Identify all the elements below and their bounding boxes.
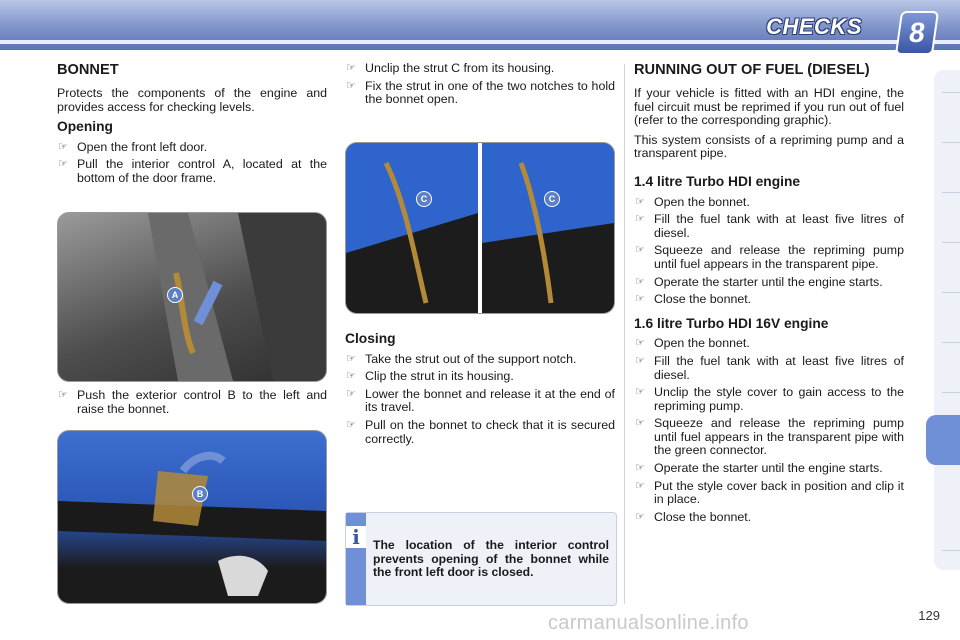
hand-pointer-icon: ☞ [635, 293, 645, 306]
hdi-16-steps [634, 337, 904, 524]
hand-pointer-icon: ☞ [635, 354, 645, 367]
subsection-title: 1.4 litre Turbo HDI engine [634, 173, 801, 189]
hand-pointer-icon: ☞ [635, 275, 645, 288]
label-a: A [167, 287, 183, 303]
intro-paragraph: This system consists of a repriming pump and a transparent pipe. [634, 132, 904, 161]
tab-divider [942, 292, 960, 293]
step-text: Fix the strut in one of the two notches to hold the bonnet open. [365, 78, 615, 107]
subsection-title: 1.6 litre Turbo HDI 16V engine [634, 315, 829, 331]
chapter-number-badge: 8 [895, 11, 939, 55]
step-text: Unclip the strut C from its housing. [365, 61, 555, 75]
step-text: Clip the strut in its housing. [365, 369, 514, 384]
list-item [345, 62, 615, 76]
intro-paragraph: If your vehicle is fitted with an HDI engine, the fuel circuit must be reprimed if you run out of fuel (refer to the corresponding graphic). [634, 86, 904, 128]
hand-pointer-icon: ☞ [635, 386, 645, 399]
watermark: carmanualsonline.info [548, 612, 749, 634]
hand-pointer-icon: ☞ [346, 352, 356, 365]
bonnet-grille-illustration [58, 431, 326, 603]
hand-pointer-icon: ☞ [346, 79, 356, 92]
step-text: Fill the fuel tank with at least five litres of diesel. [654, 212, 904, 240]
step-text: Operate the starter until the engine starts. [654, 274, 883, 289]
list-item [345, 370, 615, 384]
hand-pointer-icon: ☞ [635, 195, 645, 208]
hand-pointer-icon: ☞ [635, 213, 645, 226]
list-item [345, 388, 615, 415]
hand-pointer-icon: ☞ [635, 417, 645, 430]
hand-pointer-icon: ☞ [635, 510, 645, 523]
fuel-column [634, 62, 904, 528]
step-text: Unclip the style cover to gain access to the repriming pump. [654, 385, 904, 413]
closing-section [345, 332, 615, 450]
header-divider [0, 40, 960, 44]
step-text: Put the style cover back in position and clip it in place. [654, 478, 904, 507]
step-text: Operate the starter until the engine starts. [654, 461, 883, 476]
strut-column [345, 62, 615, 111]
list-item [634, 511, 904, 525]
list-item [634, 417, 904, 458]
section-title: BONNET [57, 62, 119, 78]
step-text: Pull on the bonnet to check that it is secured correctly. [365, 417, 615, 446]
list-item [57, 158, 327, 185]
tab-divider [942, 342, 960, 343]
chapter-side-tabs [934, 70, 960, 570]
subsection-title: Closing [345, 331, 396, 346]
intro-paragraph: Protects the components of the engine and provides access for checking levels. [57, 86, 327, 114]
step-text: Squeeze and release the repriming pump until fuel appears in the transparent pipe with the green connector. [654, 416, 904, 458]
label-b: B [192, 486, 208, 502]
info-icon: i [346, 526, 366, 548]
bonnet-column [57, 62, 327, 190]
hdi-14-steps [634, 196, 904, 307]
step-text: Push the exterior control B to the left and raise the bonnet. [77, 388, 327, 416]
step-text: Squeeze and release the repriming pump until fuel appears in the transparent pipe. [654, 243, 904, 271]
list-item [57, 141, 327, 155]
step-text: Pull the interior control A, located at the bottom of the door frame. [77, 157, 327, 185]
list-item [634, 337, 904, 351]
hand-pointer-icon: ☞ [346, 418, 356, 431]
hand-pointer-icon: ☞ [635, 337, 645, 350]
list-item [634, 293, 904, 307]
list-item [345, 419, 615, 446]
list-item [634, 386, 904, 413]
list-item [634, 276, 904, 290]
interior-control-photo [57, 212, 327, 382]
closing-steps [345, 353, 615, 447]
hand-pointer-icon: ☞ [635, 479, 645, 492]
list-item [345, 80, 615, 107]
exterior-control-photo [57, 430, 327, 604]
list-item [634, 462, 904, 476]
step-text: Close the bonnet. [654, 509, 752, 524]
active-chapter-tab[interactable] [926, 415, 960, 465]
step-text: Take the strut out of the support notch. [365, 351, 577, 366]
tab-divider [942, 550, 960, 551]
strut-steps [345, 62, 615, 107]
label-c-right: C [544, 191, 560, 207]
column-divider [624, 64, 625, 604]
step-text: Open the bonnet. [654, 336, 750, 351]
tab-divider [942, 392, 960, 393]
section-title: RUNNING OUT OF FUEL (DIESEL) [634, 62, 870, 78]
step-text: Open the bonnet. [654, 194, 750, 209]
list-item [634, 355, 904, 382]
hand-pointer-icon: ☞ [58, 158, 68, 171]
exterior-control-steps [57, 389, 327, 420]
strut-photo [345, 142, 615, 314]
strut-illustration [346, 143, 614, 313]
list-item [634, 480, 904, 507]
tab-divider [942, 192, 960, 193]
hand-pointer-icon: ☞ [635, 244, 645, 257]
subsection-title: Opening [57, 119, 113, 135]
opening-steps [57, 141, 327, 186]
hand-pointer-icon: ☞ [58, 140, 68, 153]
tab-divider [942, 142, 960, 143]
hand-pointer-icon: ☞ [635, 462, 645, 475]
list-item [634, 244, 904, 271]
door-frame-illustration [58, 213, 326, 381]
tab-divider [942, 92, 960, 93]
step-text: Fill the fuel tank with at least five litres of diesel. [654, 353, 904, 382]
hand-pointer-icon: ☞ [346, 62, 356, 74]
step-text: Open the front left door. [77, 139, 208, 154]
step-text: Lower the bonnet and release it at the end of its travel. [365, 386, 615, 415]
hand-pointer-icon: ☞ [346, 370, 356, 383]
info-text: The location of the interior control prevents opening of the bonnet while the front left door is closed. [373, 538, 609, 579]
list-item [634, 213, 904, 240]
chapter-title: CHECKS [766, 14, 862, 39]
hand-pointer-icon: ☞ [346, 387, 356, 400]
info-note [345, 512, 617, 606]
hand-pointer-icon: ☞ [58, 389, 68, 401]
list-item [57, 389, 327, 416]
step-text: Close the bonnet. [654, 292, 752, 307]
list-item [634, 196, 904, 210]
list-item [345, 353, 615, 367]
page-number: 129 [918, 608, 940, 623]
tab-divider [942, 242, 960, 243]
label-c-left: C [416, 191, 432, 207]
